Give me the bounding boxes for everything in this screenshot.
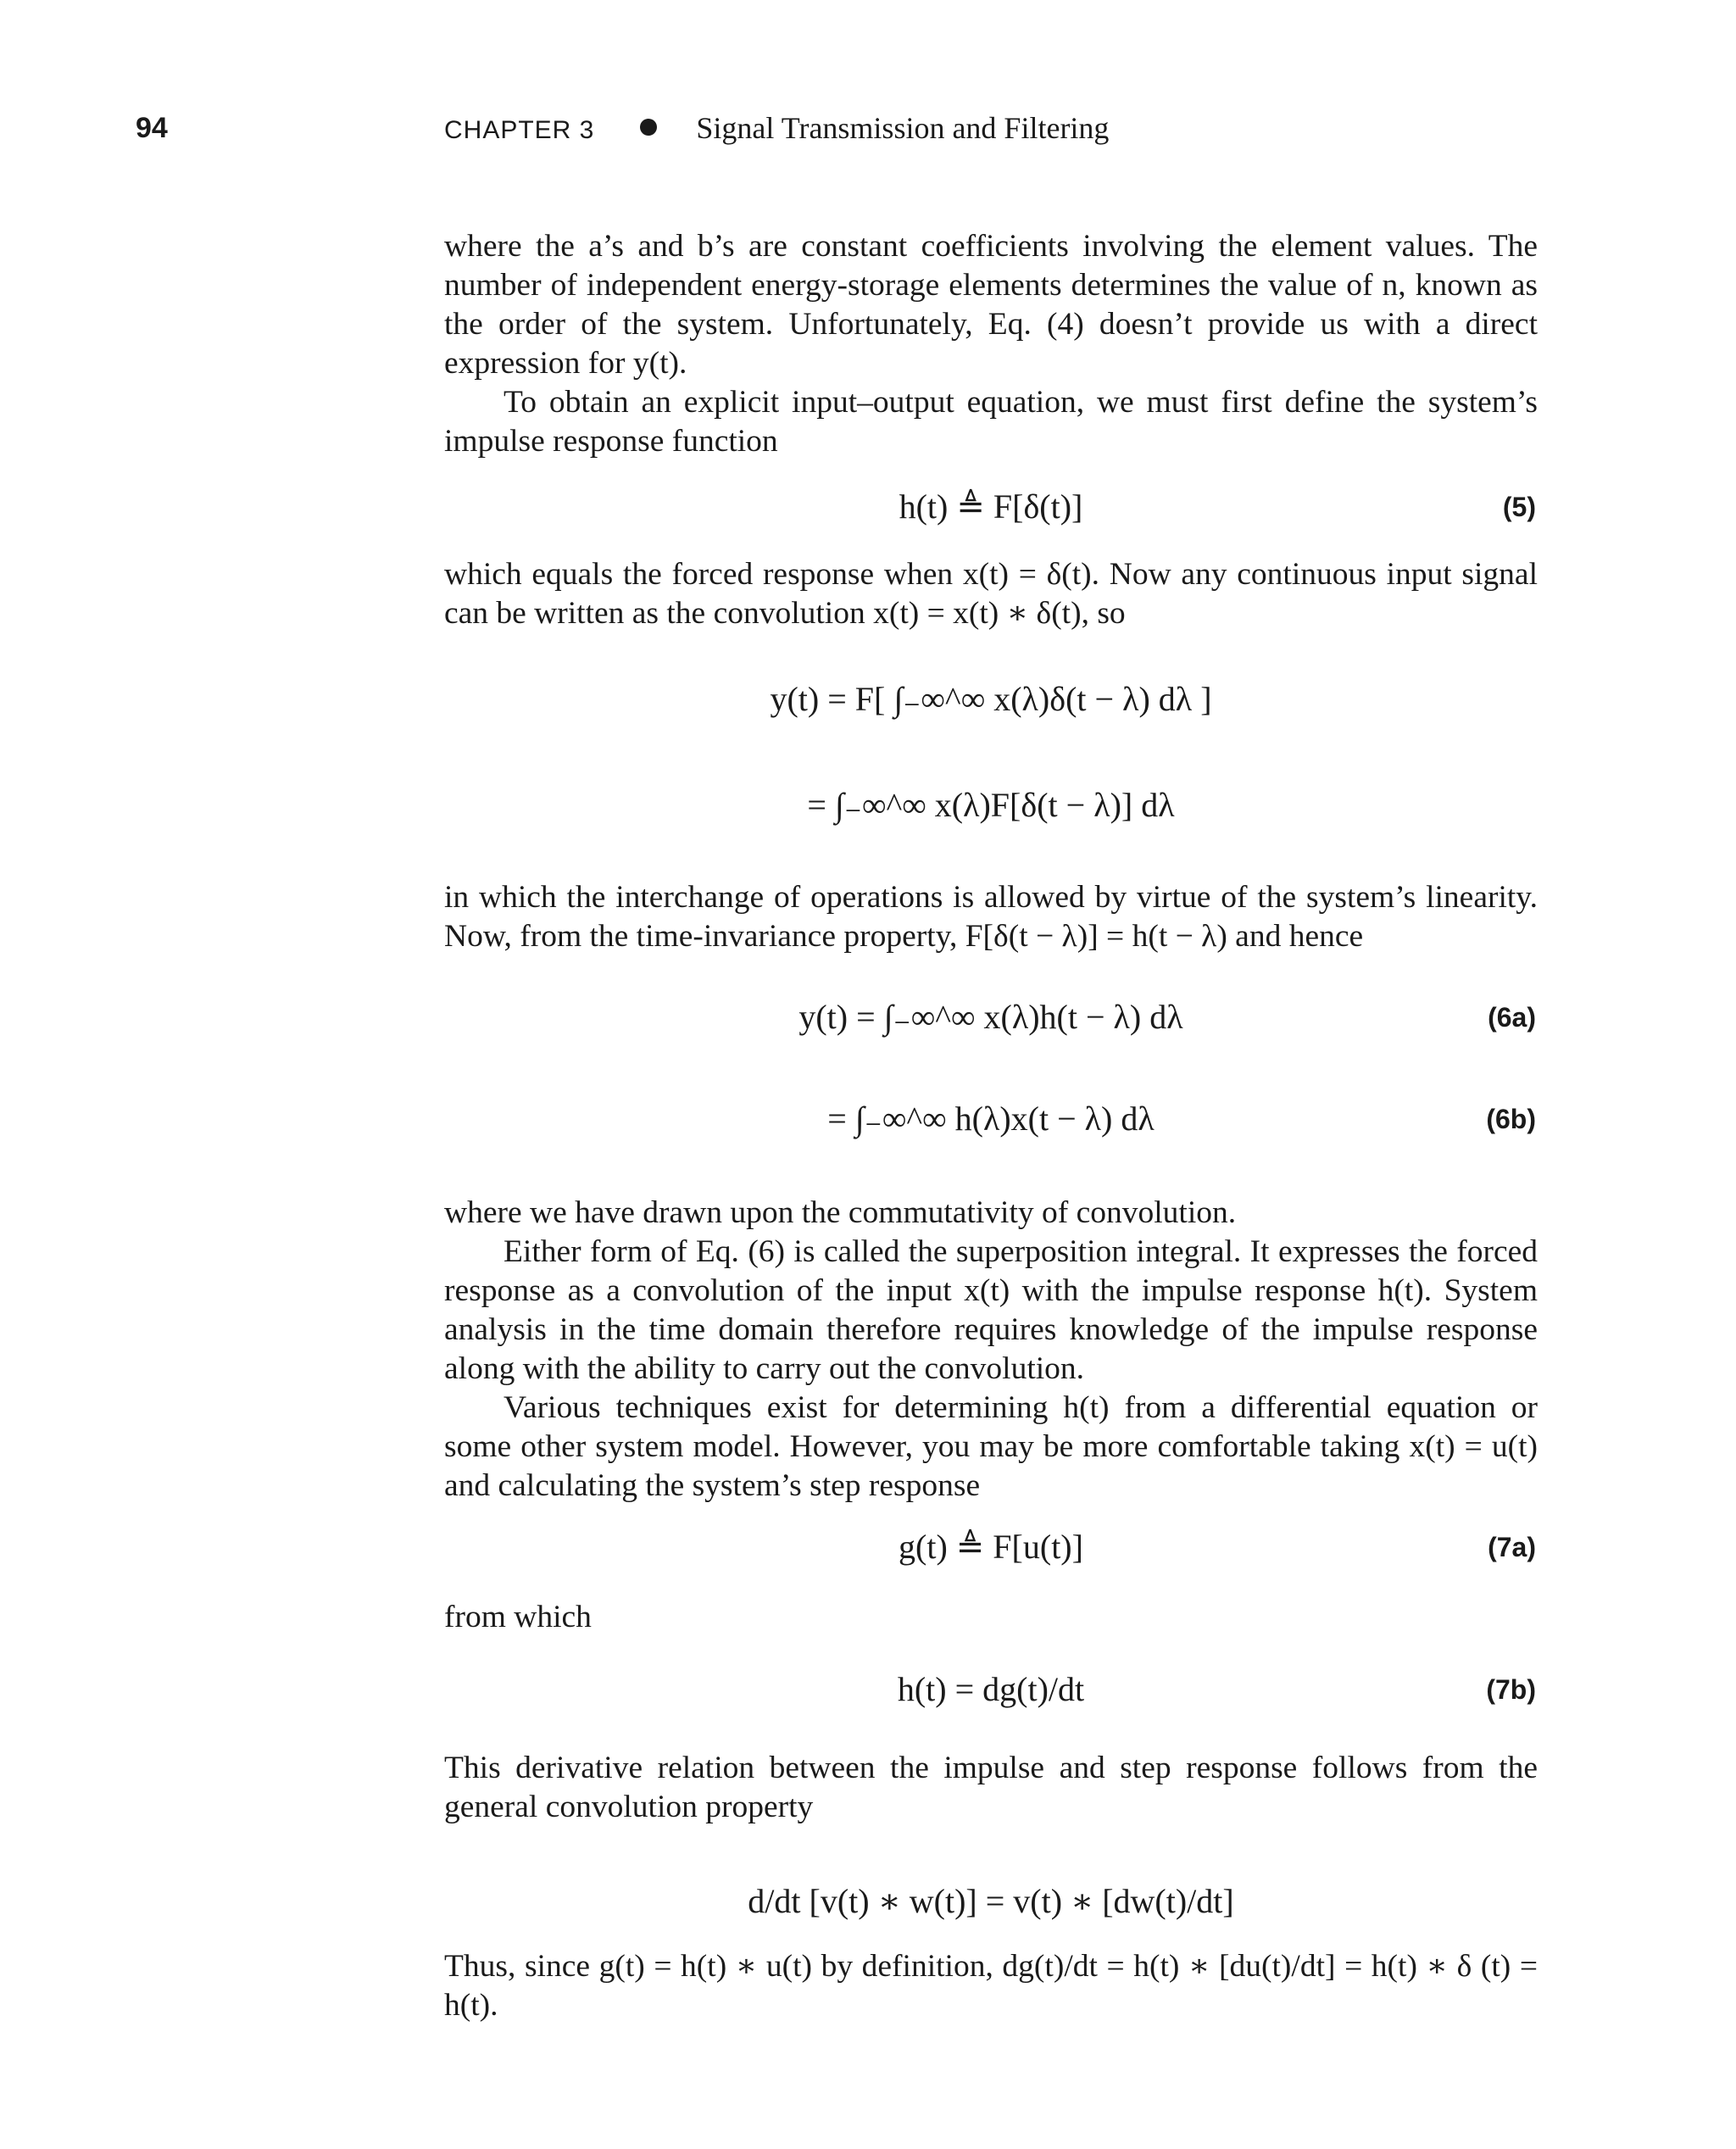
paragraph-7: Various techniques exist for determining h(t) from a differential equation or some other system model. However, you may be more comfortable taking x(t) = u(t) and calculating the system’s step response — [444, 1390, 1538, 1503]
chapter-title: Signal Transmission and Filtering — [696, 111, 1110, 145]
text-block-3 — [444, 878, 1538, 956]
equation-6a: y(t) = ∫₋∞^∞ x(λ)h(t − λ) dλ — [798, 998, 1183, 1036]
equation-6b: = ∫₋∞^∞ h(λ)x(t − λ) dλ — [827, 1100, 1155, 1138]
paragraph-8: from which — [444, 1600, 592, 1634]
text-block-1 — [444, 227, 1538, 461]
paragraph-9: This derivative relation between the impulse and step response follows from the general convolution property — [444, 1751, 1538, 1824]
equation-number-7b: (7b) — [1486, 1674, 1536, 1705]
equation-number-6b: (6b) — [1486, 1104, 1536, 1134]
text-block-2 — [444, 555, 1538, 633]
paragraph-1: where the a’s and b’s are constant coefficients involving the element values. The number of independent energy-storage elements determines the value of n, known as the order of the system. Unfortunately, Eq. (4) doesn’t provide us with a direct expression for y(t). — [444, 229, 1538, 381]
page-number: 94 — [136, 112, 168, 144]
equation-7b: h(t) = dg(t)/dt — [897, 1670, 1085, 1708]
paragraph-5: where we have drawn upon the commutativity of convolution. — [444, 1195, 1237, 1230]
text-block-4 — [444, 1194, 1538, 1506]
equation-7a: g(t) ≜ F[u(t)] — [899, 1528, 1083, 1566]
paragraph-3: which equals the forced response when x(t) = δ(t). Now any continuous input signal can be written as the convolution x(t) = x(t) ∗ δ(t), so — [444, 557, 1538, 631]
paragraph-2: To obtain an explicit input–output equation, we must first define the system’s impulse response function — [444, 385, 1538, 459]
equation-derivative-property: d/dt [v(t) ∗ w(t)] = v(t) ∗ [dw(t)/dt] — [748, 1882, 1234, 1920]
equation-convolution-line-1: y(t) = F[ ∫₋∞^∞ x(λ)δ(t − λ) dλ ] — [770, 680, 1212, 718]
equation-number-5: (5) — [1502, 492, 1536, 522]
paragraph-10: Thus, since g(t) = h(t) ∗ u(t) by definition, dg(t)/dt = h(t) ∗ [du(t)/dt] = h(t) ∗ δ (t) = h(t). — [444, 1949, 1538, 2023]
chapter-label: CHAPTER 3 — [444, 116, 595, 144]
text-block-5 — [444, 1598, 1538, 1637]
equation-5: h(t) ≜ F[δ(t)] — [899, 487, 1083, 526]
equation-number-6a: (6a) — [1488, 1002, 1536, 1033]
bullet-separator — [640, 119, 657, 136]
text-block-7 — [444, 1947, 1538, 2025]
paragraph-4: in which the interchange of operations is allowed by virtue of the system’s linearity. Now, from the time-invariance property, F[δ(t − λ)] = h(t − λ) and hence — [444, 880, 1538, 954]
text-block-6 — [444, 1749, 1538, 1827]
equation-convolution-line-2: = ∫₋∞^∞ x(λ)F[δ(t − λ)] dλ — [807, 786, 1175, 824]
equation-number-7a: (7a) — [1488, 1532, 1536, 1562]
paragraph-6: Either form of Eq. (6) is called the superposition integral. It expresses the forced response as a convolution of the input x(t) with the impulse response h(t). System analysis in the time domain therefore requires knowledge of the impulse response along with the ability to carry out the convolution. — [444, 1234, 1538, 1386]
running-head — [444, 110, 1109, 146]
